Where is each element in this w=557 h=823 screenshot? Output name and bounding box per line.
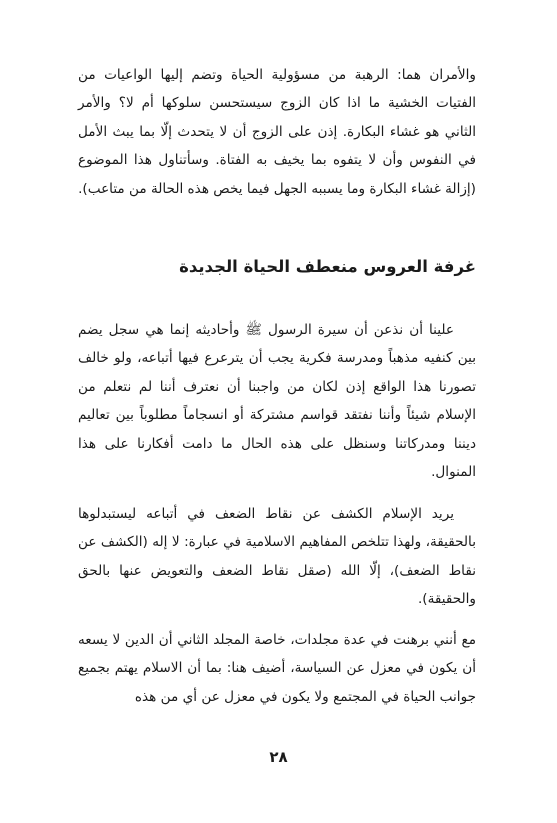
- paragraph-islam-weakness: يريد الإسلام الكشف عن نقاط الضعف في أتباعه ليستبدلوها بالحقيقة، ولهذا تتلخص المفاهيم الاسلامية في عبارة: لا إله (الكشف عن نقاط الضعف)، إلّا الله (صقل نقاط الضعف والتعويض عنها بالحق والحقيقة).: [78, 506, 476, 608]
- paragraph-prophet-biography: علينا أن نذعن أن سيرة الرسول ﷺ وأحاديثه إنما هي سجل يضم بين كنفيه مذهباً ومدرسة فكرية يجب أن يترعرع فيها أتباعه، ولو خالف تصورنا هذا الواقع إذن لكان من واجبنا أن نعترف أننا لم نتعلم من الإسلام شيئاً وأننا نفتقد قواسم مشتركة أو انسجاماً مطلوباً بين تعاليم ديننا ومدركاتنا وسنظل على هذه الحال ما دامت أفكارنا على هذا المنوال.: [78, 322, 476, 481]
- paragraph-intro: والأمران هما: الرهبة من مسؤولية الحياة وتضم إليها الواعيات من الفتيات الخشية ما اذا كان الزوج سيستحسن سلوكها أم لا؟ والأمر الثاني هو غشاء البكارة. إذن على الزوج أن لا يتحدث إلّا بما يبث الأمل في النفوس وأن لا يتفوه بما يخيف به الفتاة. وسأتناول هذا الموضوع (إزالة غشاء البكارة وما يسببه الجهل فيما يخص هذه الحالة من متاعب).: [78, 67, 476, 197]
- section-heading: غرفة العروس منعطف الحياة الجديدة: [179, 257, 476, 276]
- page-number: ٢٨: [269, 748, 288, 766]
- paragraph-religion-politics: مع أنني برهنت في عدة مجلدات، خاصة المجلد الثاني أن الدين لا يسعه أن يكون في معزل عن السياسة، أضيف هنا: بما أن الاسلام يهتم بجميع جوانب الحياة في المجتمع ولا يكون في معزل عن أي من هذه: [78, 632, 476, 705]
